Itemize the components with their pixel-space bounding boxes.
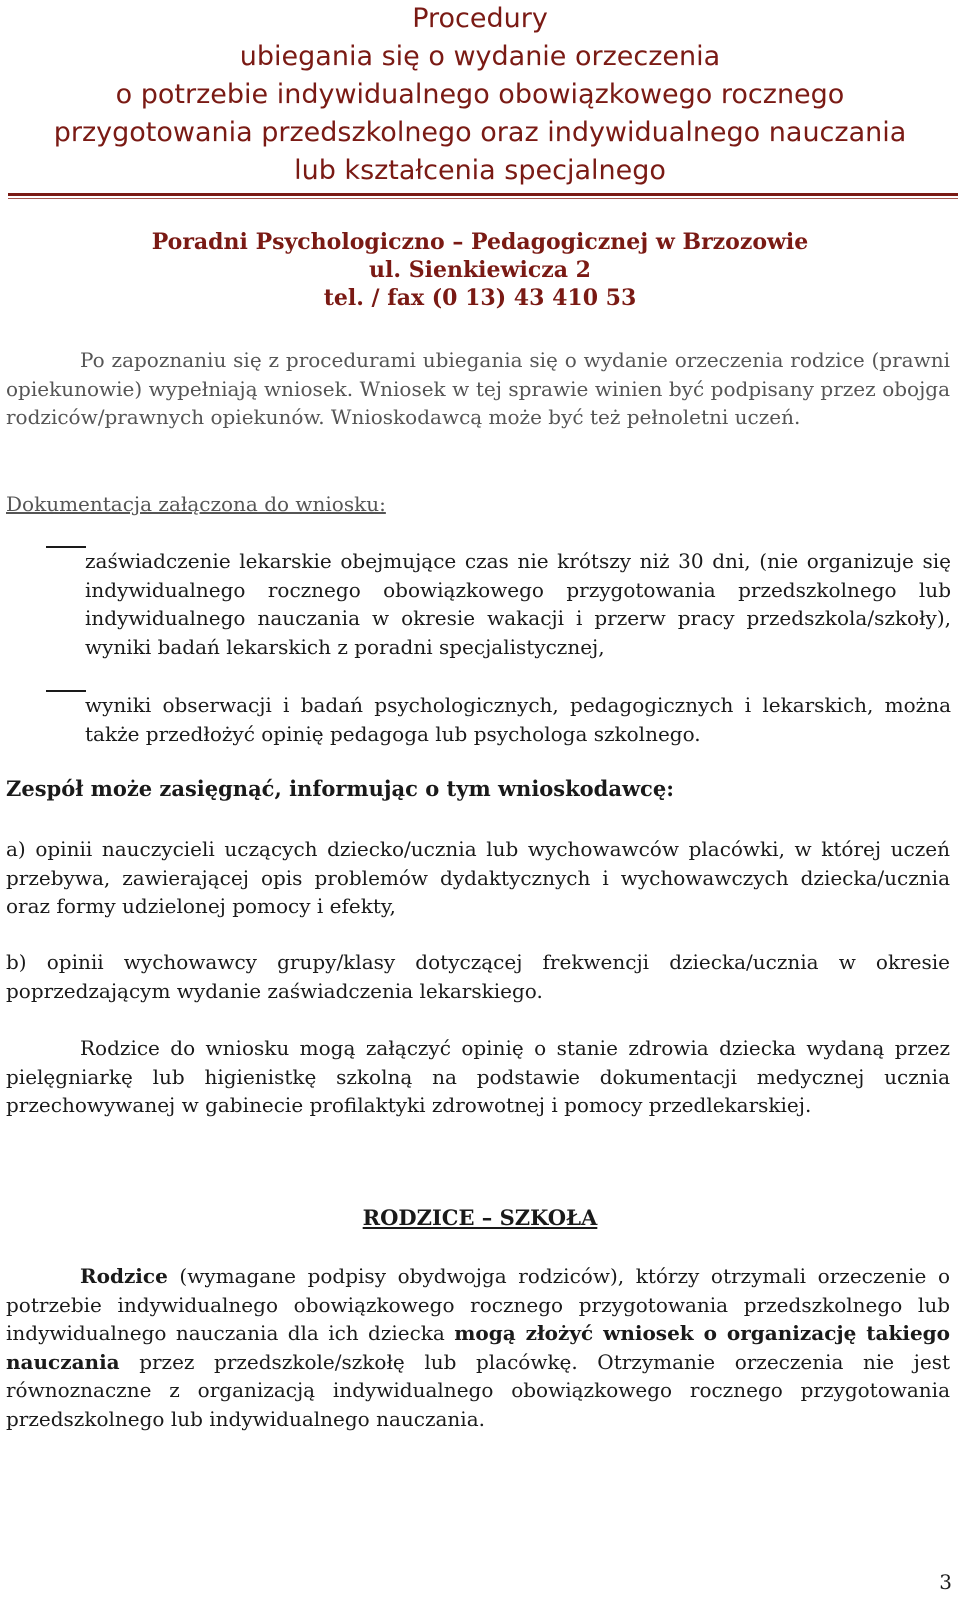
dash-bullet (46, 690, 86, 692)
organization-address: ul. Sienkiewicza 2 (369, 257, 591, 283)
documentation-item: zaświadczenie lekarskie obejmujące czas nie krótszy niż 30 dni, (nie organizuje się indywidualnego rocznego obowiązkowego przygotowania przedszkolnego lub indywidualnego nauczania w okresie wakacji i przerw pracy przedszkola/szkoły), wyniki badań lekarskich z poradni specjalistycznej, (85, 549, 951, 659)
parents-note: Rodzice do wniosku mogą załączyć opinię o stanie zdrowia dziecka wydaną przez pielęgniarkę lub higienistkę szkolną na podstawie dokumentacji medycznej ucznia przechowywanej w gabinecie profilaktyki zdrowotnej i pomocy przedlekarskiej. (6, 1036, 950, 1117)
title-line: lub kształcenia specjalnego (294, 155, 666, 186)
team-item-b: b) opinii wychowawcy grupy/klasy dotyczącej frekwencji dziecka/ucznia w okresie poprzedzającym wydanie zaświadczenia lekarskiego. (6, 950, 950, 1003)
organization-phone: tel. / fax (0 13) 43 410 53 (323, 285, 637, 311)
title-divider (8, 193, 958, 196)
documentation-heading: Dokumentacja załączona do wniosku: (6, 492, 386, 516)
document-title (0, 0, 960, 190)
title-line: ubiegania się o wydanie orzeczenia (239, 41, 721, 72)
section-paragraph (6, 1262, 950, 1433)
team-item-a: a) opinii nauczycieli uczących dziecko/ucznia lub wychowawców placówki, w której uczeń przebywa, zawierającej opis problemów dydaktycznych i wychowawczych dziecka/ucznia oraz formy udzielonej pomocy i efekty, (6, 837, 950, 918)
organization-block (0, 228, 960, 312)
organization-name: Poradni Psychologiczno – Pedagogicznej w Brzozowie (151, 229, 809, 255)
documentation-item: wyniki obserwacji i badań psychologicznych, pedagogicznych i lekarskich, można także przedłożyć opinię pedagoga lub psychologa szkolnego. (85, 693, 951, 746)
title-line: Procedury (412, 3, 548, 34)
title-line: przygotowania przedszkolnego oraz indywidualnego nauczania (53, 117, 907, 148)
bold-text: Rodzice (80, 1264, 168, 1288)
title-divider-thin (8, 198, 958, 199)
team-heading: Zespół może zasięgnąć, informując o tym wnioskodawcę: (6, 776, 674, 801)
title-line: o potrzebie indywidualnego obowiązkowego rocznego (115, 79, 845, 110)
body-text: (wymagane podpisy obydwojga rodziców), którzy otrzymali orzeczenie o potrzebie indywidualnego obowiązkowego rocznego przygotowania przedszkolnego lub indywidualnego nauczania dla ich dziecka (6, 1264, 950, 1345)
intro-paragraph: Po zapoznaniu się z procedurami ubiegania się o wydanie orzeczenia rodzice (prawni opiekunowie) wypełniają wniosek. Wniosek w tej sprawie winien być podpisany przez obojga rodziców/prawnych opiekunów. Wnioskodawcą może być też pełnoletni uczeń. (6, 348, 950, 429)
dash-bullet (46, 546, 86, 548)
body-text: przez przedszkole/szkołę lub placówkę. Otrzymanie orzeczenia nie jest równoznaczne z organizacją indywidualnego obowiązkowego rocznego przygotowania przedszkolnego lub indywidualnego nauczania. (6, 1349, 950, 1431)
section-title: RODZICE – SZKOŁA (362, 1205, 598, 1230)
page-number: 3 (939, 1570, 952, 1594)
bold-text: mogą złożyć wniosek o organizację takiego nauczania (6, 1321, 950, 1374)
